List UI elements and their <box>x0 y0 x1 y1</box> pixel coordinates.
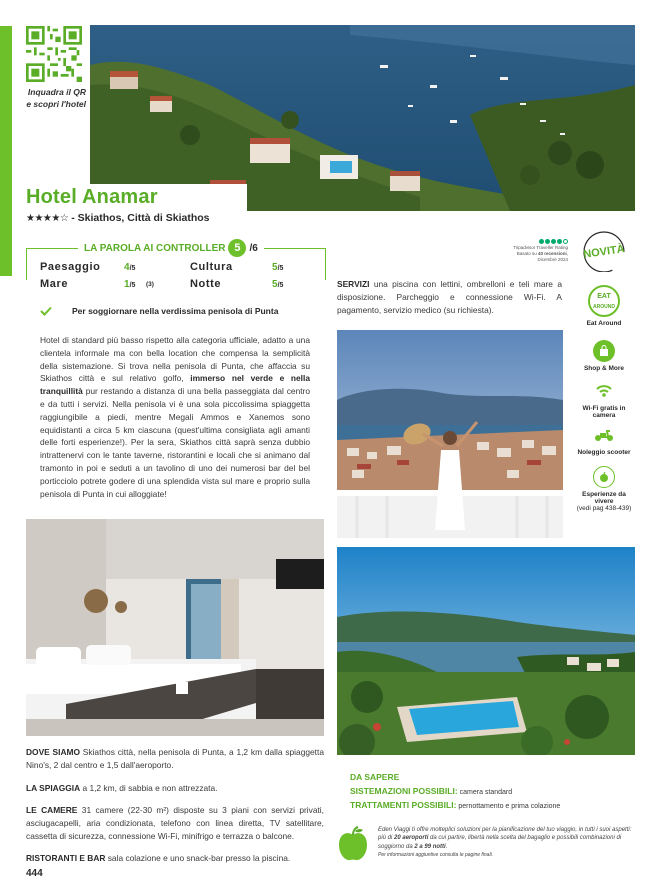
hotel-description: Hotel di standard più basso rispetto alla categoria ufficiale, adatto a una clientela informale ma con bella location che compensa la semplicità della sistemazione. Si trova nella penisola di Punta, che affaccia su Skiathos città e sul relativo golfo, immerso nel verde e nella tranquillità pur restando a distanza di una bella passeggiata dal centro e da tutti i servizi. Nella penisola vi è una sola piccolissima spiaggetta raggiungibile a piedi, mentre Megali Ammos e Xanemos sono equidistanti a circa 5 km ciascuna (quest'ultima consigliata agli amanti delle forti esperienze!). Per la sera, Skiathos città saprà senza dubbio intrattenervi con le tante taverne, ristorantini e locali che si animano dal tramonto in poi e seduti a un tavolino di uno dei numerosi bar del bel porticciolo potrete godere di una splendida vista sul mare e proprio sulla penisola di Punta in cui alloggiate! <box>40 335 310 499</box>
wifi-item <box>574 380 634 419</box>
apple-icon <box>593 466 615 488</box>
da-sapere-box <box>350 772 635 813</box>
hotel-name: Hotel Anamar <box>26 186 158 208</box>
experiences-label: Esperienze da vivere <box>582 491 626 505</box>
svg-text:NOVITÀ: NOVITÀ <box>582 243 626 261</box>
wifi-icon <box>593 380 615 402</box>
tripadvisor-rating <box>500 239 568 263</box>
wifi-label: Wi-Fi gratis in camera <box>582 405 626 419</box>
sistemazioni-line: SISTEMAZIONI POSSIBILI: camera standard <box>350 786 513 796</box>
hotel-location-text: - Skiathos, Città di Skiathos <box>71 212 210 224</box>
scooter-icon <box>593 424 615 446</box>
pool-photo <box>337 547 635 755</box>
highlight-text: Per soggiornare nella verdissima penisola di Punta <box>72 306 279 316</box>
highlight-line <box>40 306 278 316</box>
controller-title <box>78 239 264 257</box>
trattamenti-line: TRATTAMENTI POSSIBILI: pernottamento e prima colazione <box>350 800 561 810</box>
qr-code[interactable] <box>26 26 82 82</box>
experiences-sub: (vedi pag 438-439) <box>576 505 632 512</box>
camere-text: LE CAMERE 31 camere (22-30 m²) disposte su 3 piani con servizi privati, asciugacapelli, aria condizionata, telefono con linea diretta, TV satellitare, cassetta di sicurezza, connessione Wi-Fi, minifrigo e terrazza o balcone. <box>26 805 324 841</box>
spiaggia-text: LA SPIAGGIA a 1,2 km, di sabbia e non attrezzata. <box>26 783 218 793</box>
check-icon <box>40 306 52 316</box>
eat-around-item <box>574 284 634 327</box>
novita-badge <box>576 228 632 272</box>
page-number: 444 <box>26 868 43 879</box>
controller-title-text: LA PAROLA AI CONTROLLER <box>84 242 226 254</box>
eden-viaggi-note: Eden Viaggi ti offre molteplici soluzioni per la pianificazione del tuo viaggio, in tutti i suoi aspetti: più di 20 aeroporti da cui partire, libertà nella scelta del bagaglio e possibili combinazioni di soggiorno da 2 a 99 notti. Per informazioni aggiuntive consulta le pagine finali. <box>378 826 635 860</box>
svg-text:AROUND: AROUND <box>593 304 615 310</box>
shop-more-label: Shop & More <box>583 365 625 372</box>
scooter-item <box>574 424 634 456</box>
tripadvisor-line1: Tripadvisor Traveller Rating <box>513 245 568 250</box>
tripadvisor-icon <box>500 239 568 244</box>
ristoranti-text: RISTORANTI E BAR sala colazione e uno snack-bar presso la piscina. <box>26 853 291 863</box>
hotel-location <box>26 212 210 224</box>
rating-value: 5/5 <box>272 262 284 273</box>
servizi-text: SERVIZI una piscina con lettini, ombrelloni e teli mare a disposizione. Parcheggio e connessione Wi-Fi. A pagamento, servizio medico (su richiesta). <box>337 279 562 315</box>
experiences-item <box>574 466 634 512</box>
controller-score: 5 <box>228 239 246 257</box>
controller-score-total: /6 <box>249 242 258 254</box>
eden-small-note: Per informazioni aggiuntive consulta le pagine finali. <box>378 852 494 859</box>
scooter-label: Noleggio scooter <box>577 449 631 456</box>
rating-label: Mare <box>40 278 69 290</box>
rating-label: Paesaggio <box>40 261 101 273</box>
da-sapere-title: DA SAPERE <box>350 772 400 782</box>
shop-more-item <box>574 340 634 372</box>
apple-logo-icon <box>336 826 370 862</box>
eat-around-icon <box>587 284 621 318</box>
rating-value: 4/5 <box>124 262 136 273</box>
rating-value: 5/5 <box>272 279 284 290</box>
dove-siamo-text: DOVE SIAMO Skiathos città, nella penisola di Punta, a 1,2 km dalla spiaggetta Nino's, 2 dal centro e 1,5 dall'aeroporto. <box>26 747 324 770</box>
rating-label: Notte <box>190 278 222 290</box>
tripadvisor-line2: Basato su 40 recensioni, Dicembre 2024 <box>516 251 568 262</box>
rating-note: (3) <box>146 281 154 288</box>
svg-text:EAT: EAT <box>597 293 611 300</box>
woman-view-photo <box>337 330 563 538</box>
green-side-strip <box>0 26 12 276</box>
room-photo <box>26 519 324 736</box>
qr-caption: Inquadra il QR e scopri l'hotel <box>26 87 86 109</box>
rating-value: 1/5 <box>124 279 136 290</box>
rating-label: Cultura <box>190 261 233 273</box>
star-rating-icon: ★★★★☆ <box>26 213 69 224</box>
eat-around-label: Eat Around <box>586 320 622 327</box>
shopping-bag-icon <box>593 340 615 362</box>
